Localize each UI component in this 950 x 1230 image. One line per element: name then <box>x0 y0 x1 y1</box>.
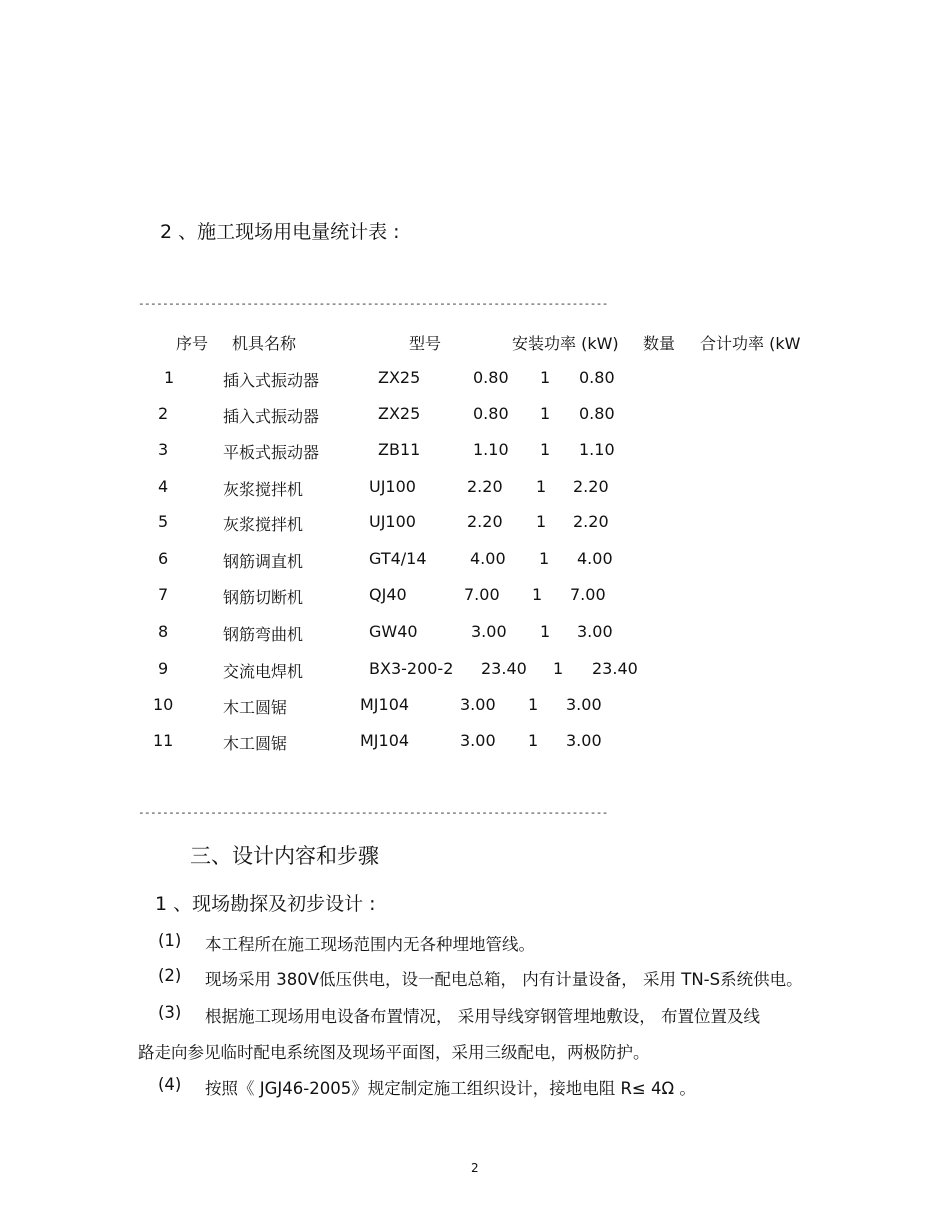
row-model: ZX25 <box>378 404 421 423</box>
row-power: 0.80 <box>473 404 509 423</box>
row-name: 木工圆锯 <box>223 698 288 717</box>
row-name: 灰浆搅拌机 <box>223 515 304 534</box>
section-heading: 2 、施工现场用电量统计表 : <box>160 221 400 243</box>
item-text: 本工程所在施工现场范围内无各种埋地管线。 <box>205 935 535 954</box>
row-power: 1.10 <box>473 440 509 459</box>
row-model: GT4/14 <box>369 549 427 568</box>
row-index: 6 <box>158 549 169 568</box>
row-power: 23.40 <box>481 659 527 678</box>
item-text-continuation: 路走向参见临时配电系统图及现场平面图，采用三级配电，两极防护。 <box>138 1043 650 1062</box>
subsection-heading: 1 、现场勘探及初步设计 : <box>155 893 376 915</box>
row-total: 3.00 <box>566 695 602 714</box>
row-qty: 1 <box>532 585 543 604</box>
divider-bottom: ------------------------------------------------------------------------------ <box>138 806 608 819</box>
divider-top: ------------------------------------------------------------------------------ <box>138 297 608 310</box>
row-qty: 1 <box>539 549 550 568</box>
row-name: 钢筋调直机 <box>223 552 304 571</box>
row-model: MJ104 <box>360 731 410 750</box>
row-model: ZB11 <box>378 440 421 459</box>
row-qty: 1 <box>540 622 551 641</box>
item-number: (2) <box>158 966 182 985</box>
header-total: 合计功率 (kW <box>700 334 801 353</box>
row-power: 0.80 <box>473 368 509 387</box>
item-text: 根据施工现场用电设备布置情况， 采用导线穿钢管埋地敷设， 布置位置及线 <box>205 1007 760 1026</box>
row-total: 1.10 <box>579 440 615 459</box>
page-number: 2 <box>471 1161 479 1175</box>
row-total: 4.00 <box>577 549 613 568</box>
row-qty: 1 <box>528 695 539 714</box>
row-index: 2 <box>158 404 169 423</box>
row-model: ZX25 <box>378 368 421 387</box>
row-power: 7.00 <box>464 585 500 604</box>
row-qty: 1 <box>553 659 564 678</box>
row-index: 4 <box>158 477 169 496</box>
row-model: GW40 <box>369 622 418 641</box>
row-qty: 1 <box>528 731 539 750</box>
row-qty: 1 <box>540 440 551 459</box>
row-power: 2.20 <box>467 477 503 496</box>
row-model: BX3-200-2 <box>369 659 454 678</box>
row-total: 7.00 <box>570 585 606 604</box>
row-qty: 1 <box>536 477 547 496</box>
row-total: 0.80 <box>579 368 615 387</box>
row-name: 插入式振动器 <box>223 371 320 390</box>
item-number: (3) <box>158 1003 182 1022</box>
header-power: 安装功率 (kW) <box>512 334 619 353</box>
row-index: 10 <box>153 695 174 714</box>
row-total: 23.40 <box>592 659 638 678</box>
row-index: 11 <box>153 731 174 750</box>
row-name: 交流电焊机 <box>223 662 304 681</box>
row-power: 3.00 <box>460 695 496 714</box>
row-name: 平板式振动器 <box>223 443 320 462</box>
row-index: 7 <box>158 585 169 604</box>
row-model: UJ100 <box>369 512 416 531</box>
header-name: 机具名称 <box>232 334 297 353</box>
row-name: 灰浆搅拌机 <box>223 480 304 499</box>
row-name: 钢筋切断机 <box>223 588 304 607</box>
item-text: 按照《 JGJ46-2005》规定制定施工组织设计，接地电阻 R≤ 4Ω 。 <box>205 1079 696 1098</box>
chapter-title: 三、设计内容和步骤 <box>190 844 379 868</box>
row-index: 3 <box>158 440 169 459</box>
row-model: UJ100 <box>369 477 416 496</box>
row-model: QJ40 <box>369 585 407 604</box>
row-name: 木工圆锯 <box>223 734 288 753</box>
header-qty: 数量 <box>643 334 676 353</box>
row-total: 3.00 <box>566 731 602 750</box>
row-power: 2.20 <box>467 512 503 531</box>
row-power: 3.00 <box>471 622 507 641</box>
row-qty: 1 <box>540 368 551 387</box>
row-power: 4.00 <box>470 549 506 568</box>
row-index: 1 <box>164 368 175 387</box>
row-name: 插入式振动器 <box>223 407 320 426</box>
row-total: 0.80 <box>579 404 615 423</box>
item-number: (4) <box>158 1075 182 1094</box>
row-qty: 1 <box>540 404 551 423</box>
row-model: MJ104 <box>360 695 410 714</box>
item-number: (1) <box>158 931 182 950</box>
header-index: 序号 <box>176 334 209 353</box>
row-index: 5 <box>158 512 169 531</box>
row-index: 9 <box>158 659 169 678</box>
row-total: 2.20 <box>573 512 609 531</box>
row-name: 钢筋弯曲机 <box>223 625 304 644</box>
row-power: 3.00 <box>460 731 496 750</box>
header-model: 型号 <box>409 334 442 353</box>
row-qty: 1 <box>536 512 547 531</box>
row-total: 3.00 <box>577 622 613 641</box>
item-text: 现场采用 380V低压供电，设一配电总箱， 内有计量设备， 采用 TN-S系统供电。 <box>205 970 803 989</box>
row-total: 2.20 <box>573 477 609 496</box>
row-index: 8 <box>158 622 169 641</box>
